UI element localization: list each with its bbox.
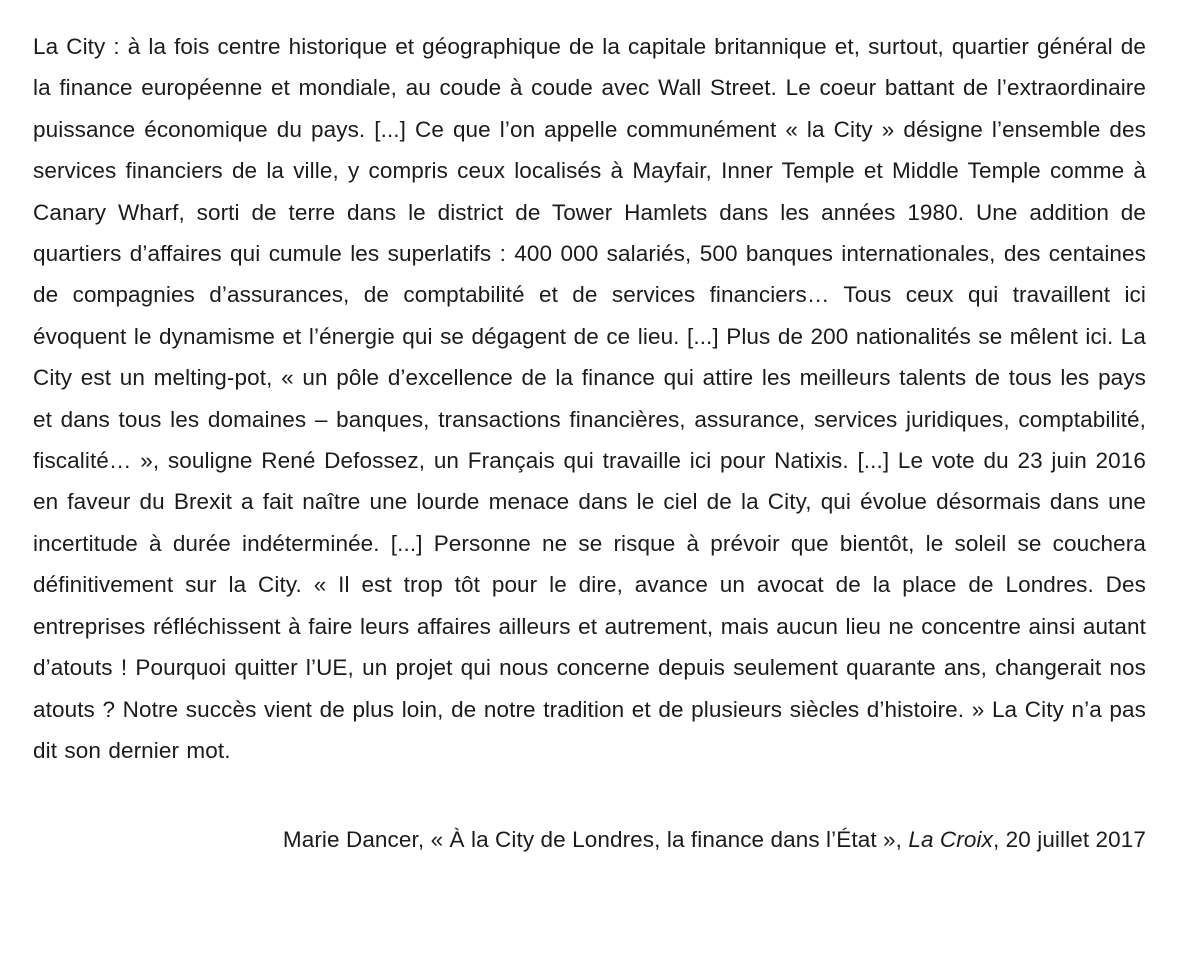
citation-prefix: Marie Dancer, « À la City de Londres, la finance dans l’État »,: [282, 827, 909, 853]
citation-line: [33, 819, 1146, 860]
citation-source-title: La Croix: [908, 827, 993, 853]
excerpt-paragraph: La City : à la fois centre historique et géographique de la capitale britannique et, surtout, quartier général de la finance européenne et mondiale, au coude à coude avec Wall Street. Le coeur battant de l’extraordinaire puissance économique du pays. [...] Ce que l’on appelle communément « la City » désigne l’ensemble des services financiers de la ville, y compris ceux localisés à Mayfair, Inner Temple et Middle Temple comme à Canary Wharf, sorti de terre dans le district de Tower Hamlets dans les années 1980. Une addition de quartiers d’affaires qui cumule les superlatifs : 400 000 salariés, 500 banques internationales, des centaines de compagnies d’assurances, de comptabilité et de services financiers… Tous ceux qui travaillent ici évoquent le dynamisme et l’énergie qui se dégagent de ce lieu. [...] Plus de 200 nationalités se mêlent ici. La City est un melting-pot, « un pôle d’excellence de la finance qui attire les meilleurs talents de tous les pays et dans tous les domaines – banques, transactions financières, assurance, services juridiques, comptabilité, fiscalité… », souligne René Defossez, un Français qui travaille ici pour Natixis. [...] Le vote du 23 juin 2016 en faveur du Brexit a fait naître une lourde menace dans le ciel de la City, qui évolue désormais dans une incertitude à durée indéterminée. [...] Personne ne se risque à prévoir que bientôt, le soleil se couchera définitivement sur la City. « Il est trop tôt pour le dire, avance un avocat de la place de Londres. Des entreprises réfléchissent à faire leurs affaires ailleurs et autrement, mais aucun lieu ne concentre ainsi autant d’atouts ! Pourquoi quitter l’UE, un projet qui nous concerne depuis seulement quarante ans, changerait nos atouts ? Notre succès vient de plus loin, de notre tradition et de plusieurs siècles d’histoire. » La City n’a pas dit son dernier mot.: [33, 34, 1146, 763]
citation-suffix: , 20 juillet 2017: [992, 827, 1146, 853]
